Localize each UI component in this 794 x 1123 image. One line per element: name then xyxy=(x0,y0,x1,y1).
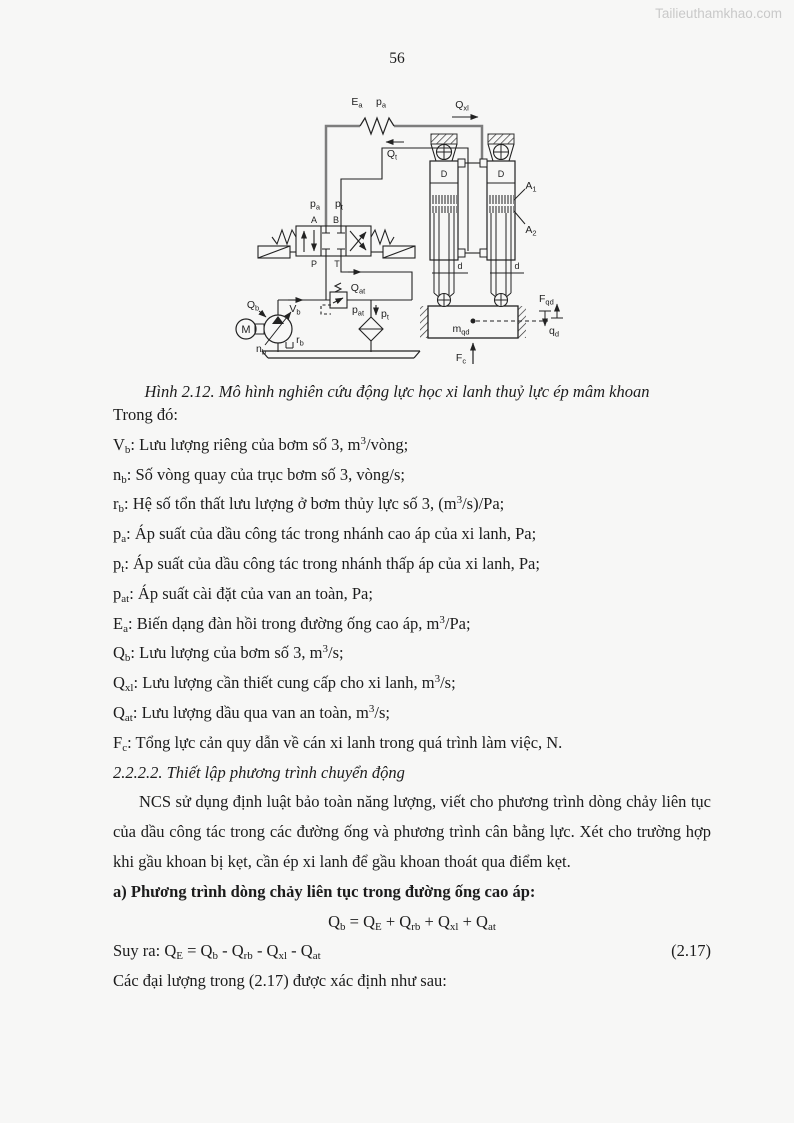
label-fc: $F_c$ xyxy=(455,352,467,366)
label-rb: $r_b$ xyxy=(296,334,304,348)
label-pat: $p_{at}$ xyxy=(351,304,365,318)
label-nb: $n_b$ xyxy=(255,343,267,357)
label-d-left: d xyxy=(457,261,463,271)
valve-spring-left xyxy=(272,230,296,244)
body-text xyxy=(113,400,711,996)
label-vb: $V_b$ xyxy=(289,303,301,317)
definition-item: $Q_{at}$: Lưu lượng dầu qua van an toàn, $m^3/s$; xyxy=(113,702,390,724)
label-pt-filter: $p_t$ xyxy=(381,308,389,322)
bold-heading: a) Phương trình dòng chảy liên tục trong đường ống cao áp: xyxy=(113,881,536,901)
mass-block xyxy=(420,306,548,338)
label-port-b: B xyxy=(332,215,340,225)
tank xyxy=(262,351,420,358)
definition-item: $p_t$: Áp suất của dầu công tác trong nhánh thấp áp của xi lanh, Pa; xyxy=(113,553,540,575)
label-a1: $A_1$ xyxy=(525,180,537,194)
derived-equation-row xyxy=(113,936,711,966)
paragraph: NCS sử dụng định luật bảo toàn năng lượng, viết cho phương trình dòng chảy liên tục của dầu công tác trong các đường ống và phương trình cân bằng lực. Xét cho trường hợp khi gầu khoan bị kẹt, cần ép xi lanh để gầu khoan thoát qua điểm kẹt. xyxy=(113,792,711,871)
definition-item: $E_a$: Biến dạng đàn hồi trong đường ống cao áp, $m^3/Pa$; xyxy=(113,613,471,635)
label-pt-valve: $p_t$ xyxy=(335,198,343,212)
definition-item: $r_b$: Hệ số tổn thất lưu lượng ở bơm thủy lực số 3, $(m^3/s)/Pa$; xyxy=(113,494,505,516)
label-qxl: $Q_{xl}$ xyxy=(455,99,469,113)
label-pa-line: $p_a$ xyxy=(375,96,387,110)
definition-item: $Q_b$: Lưu lượng của bơm số 3, $m^3/s$; xyxy=(113,643,344,665)
high-pressure-line xyxy=(326,118,482,226)
definitions-list xyxy=(113,430,711,758)
label-d-right: d xyxy=(514,261,520,271)
derived-equation: Suy ra: $Q_E = Q_b - Q_{rb} - Q_{xl} - Q_{at}$ xyxy=(113,941,321,963)
label-port-p: P xyxy=(310,259,318,269)
label-qt: $Q_t$ xyxy=(386,148,398,162)
label-pa-valve: $p_a$ xyxy=(309,198,321,212)
section-heading: 2.2.2.2. Thiết lập phương trình chuyển động xyxy=(113,762,405,782)
valve-spring-right xyxy=(371,230,394,244)
definition-item: $p_{at}$: Áp suất cài đặt của van an toàn, Pa; xyxy=(113,583,373,605)
equation: $Q_b = Q_E + Q_{rb} + Q_{xl} + Q_{at}$ xyxy=(328,911,496,933)
label-fqd: $F_{qd}$ xyxy=(539,293,554,307)
cylinder-links xyxy=(458,159,487,257)
directional-valve xyxy=(258,226,415,258)
definition-item: $n_b$: Số vòng quay của trục bơm số 3, vòng/s; xyxy=(113,464,405,486)
equation-number: (2.17) xyxy=(671,941,711,961)
definition-item: $V_b$: Lưu lượng riêng của bơm số 3, $m^3$/vòng; xyxy=(113,434,409,456)
label-mqd: $m_{qd}$ xyxy=(452,323,470,337)
hydraulic-diagram xyxy=(215,88,580,384)
elasticity-spring xyxy=(360,118,394,134)
definition-item: $p_a$: Áp suất của dầu công tác trong nhánh cao áp của xi lanh, Pa; xyxy=(113,524,537,546)
area-leaders xyxy=(514,189,525,224)
definition-item: $Q_{xl}$: Lưu lượng cần thiết cung cấp cho xi lanh, $m^3/s$; xyxy=(113,673,456,695)
label-ea: $E_a$ xyxy=(351,96,363,110)
label-a2: $A_2$ xyxy=(525,224,537,238)
closing-line: Các đại lượng trong (2.17) được xác định như sau: xyxy=(113,971,447,991)
label-qd: $q_d$ xyxy=(549,325,560,339)
relief-valve xyxy=(321,283,347,314)
label-port-a: A xyxy=(310,215,318,225)
label-qat: $Q_{at}$ xyxy=(350,282,366,296)
intro-line: Trong đó: xyxy=(113,405,178,424)
watermark: Tailieuthamkhao.com xyxy=(655,6,782,21)
definition-item: $F_c$: Tổng lực cản quy dẫn về cán xi lanh trong quá trình làm việc, N. xyxy=(113,732,563,754)
label-port-t: T xyxy=(334,259,340,269)
label-motor: M xyxy=(241,324,251,336)
figure-caption: Hình 2.12. Mô hình nghiên cứu động lực học xi lanh thuỷ lực ép mâm khoan xyxy=(144,382,650,401)
page-number: 56 xyxy=(389,50,405,67)
label-qb: $Q_b$ xyxy=(246,299,260,313)
